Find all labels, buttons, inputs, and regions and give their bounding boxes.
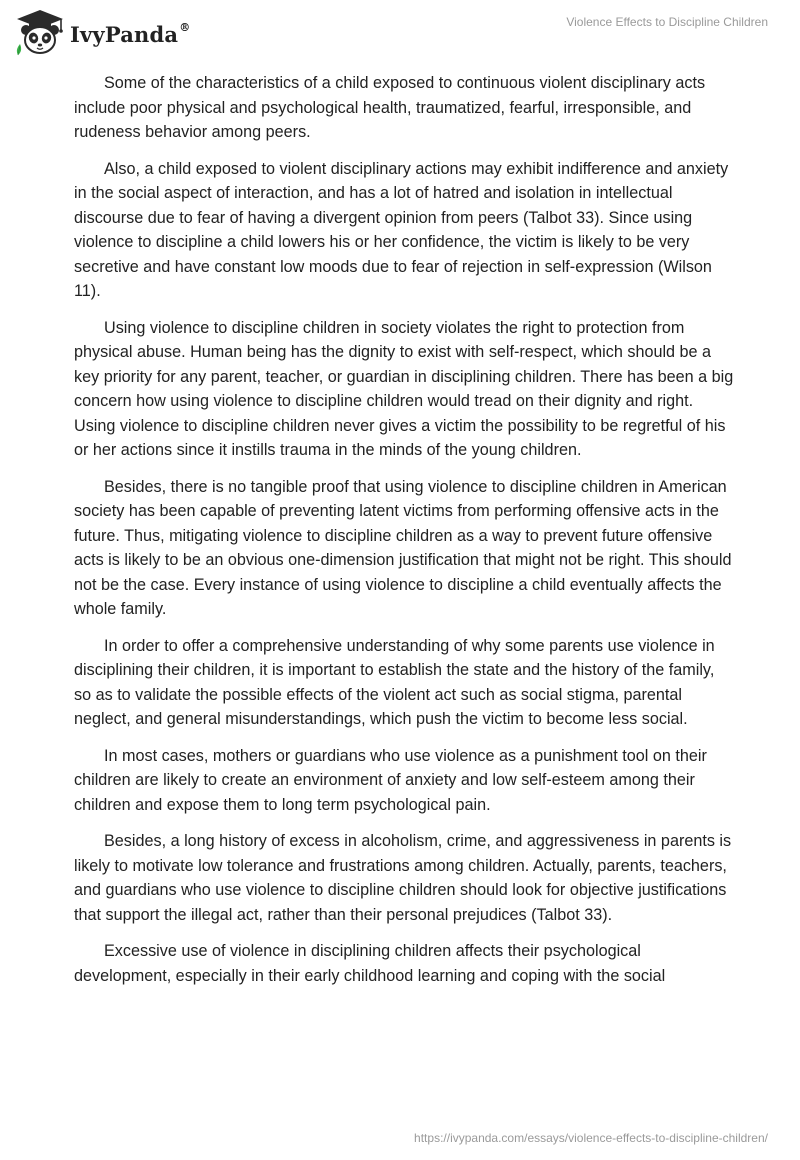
registered-mark: ® xyxy=(179,20,191,34)
panda-graduation-cap-icon xyxy=(14,8,66,56)
paragraph-3: Using violence to discipline children in society violates the right to protection from physical abuse. Human being has the dignity to exist with self-respect, which should be a key priority for any parent, teacher, or guardian in disciplining children. There has been a big concern how using violence to discipline children would tread on their dignity and right. Using violence to discipline children never gives a victim the possibility to be regretful of his or her actions since it instills trauma in the minds of the young children. xyxy=(74,318,734,459)
paragraph-7: Besides, a long history of excess in alcoholism, crime, and aggressiveness in parents is likely to motivate low tolerance and frustrations among children. Actually, parents, teachers, and guardians who use violence to discipline children should look for objective justifications that support the illegal act, rather than their personal prejudices (Talbot 33). xyxy=(74,832,732,924)
paragraph-1: Some of the characteristics of a child exposed to continuous violent disciplinary acts include poor physical and psychological health, traumatized, fearful, irresponsible, and rudeness behavior among peers. xyxy=(74,74,706,141)
paragraph-2: Also, a child exposed to violent disciplinary actions may exhibit indifference and anxiety in the social aspect of interaction, and has a lot of hatred and isolation in intellectual discourse due to fear of having a divergent opinion from peers (Talbot 33). Since using violence to discipline a child lowers his or her confidence, the victim is likely to be very secretive and have constant low moods due to fear of rejection in self-expression (Wilson 11). xyxy=(74,159,729,300)
paragraph-5: In order to offer a comprehensive understanding of why some parents use violence in disciplining their children, it is important to establish the state and the history of the family, so as to validate the possible effects of the violent act such as social stigma, parental neglect, and general misunderstandings, which push the victim to become less social. xyxy=(74,636,715,728)
page-header xyxy=(0,0,800,60)
source-url-link[interactable]: https://ivypanda.com/essays/violence-effects-to-discipline-children/ xyxy=(414,1131,768,1145)
essay-body xyxy=(74,71,734,1000)
logo-text xyxy=(70,22,190,47)
ivypanda-logo[interactable] xyxy=(14,8,190,56)
paragraph-8: Excessive use of violence in disciplining children affects their psychological development, especially in their early childhood learning and coping with the social xyxy=(74,942,666,985)
paragraph-6: In most cases, mothers or guardians who use violence as a punishment tool on their children are likely to create an environment of anxiety and low self-esteem among their children and expose them to long term psychological pain. xyxy=(74,746,707,814)
paragraph-4: Besides, there is no tangible proof that using violence to discipline children in American society has been capable of preventing latent victims from performing offensive acts in the future. Thus, mitigating violence to discipline children as a way to prevent future offensive acts is likely to be an obvious one-dimension justification that might not be right. This should not be the case. Every instance of using violence to discipline a child eventually affects the whole family. xyxy=(74,477,732,618)
document-title: Violence Effects to Discipline Children xyxy=(566,15,768,29)
logo-wordmark: IvyPanda xyxy=(70,21,179,47)
